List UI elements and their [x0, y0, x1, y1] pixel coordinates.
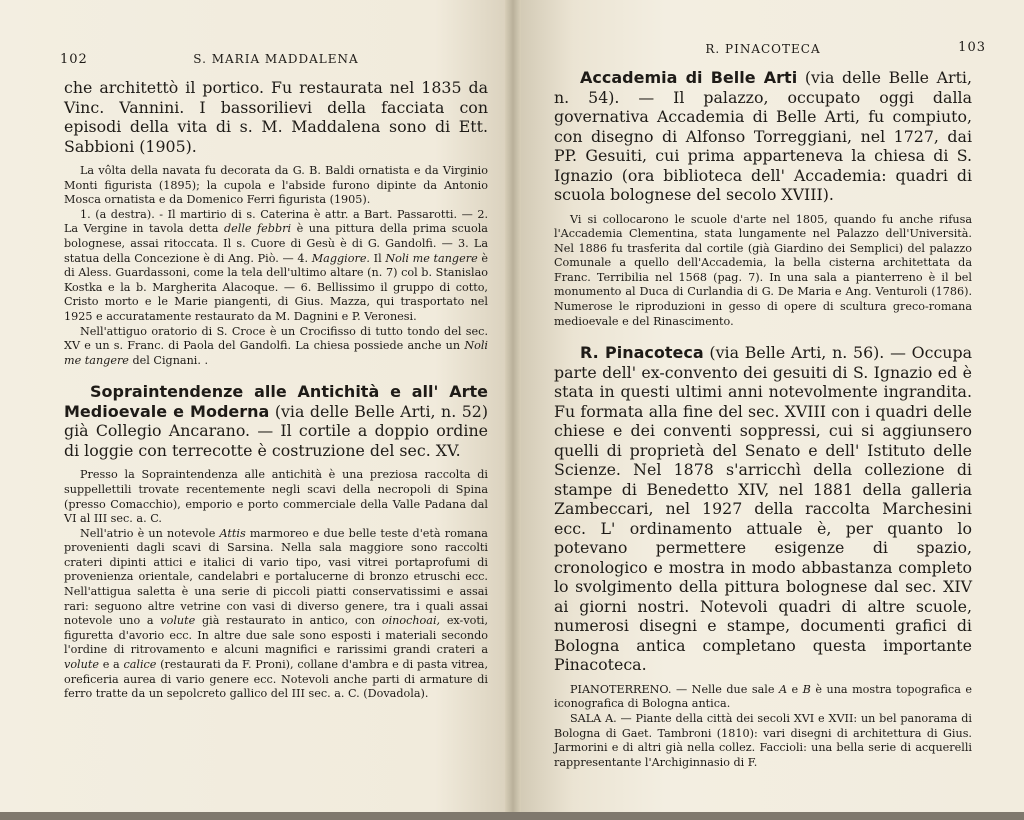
- pianoterreno-text: e: [787, 682, 803, 696]
- note-raccolta: Presso la Sopraintendenza alle antichità è una preziosa raccolta di suppellettili trovate recentemente negli scavi della necropoli di Spina (presso Comacchio), emporio e porto commerciale della Valle Padana dal VI al III sec. a. C.: [64, 468, 488, 526]
- spacer: [64, 460, 488, 468]
- spacer: [64, 156, 488, 164]
- note-pianoterreno: [554, 683, 972, 712]
- note-altari-text: 1. (a destra). - Il martirio di s. Caterina è attr. a Bart. Passarotti. — 2. La Vergine in tavola detta: [64, 207, 488, 236]
- left-header: [60, 52, 488, 78]
- pianoterreno-label: PIANOTERRENO.: [570, 682, 672, 696]
- pinacoteca-heading: R. Pinacoteca: [580, 343, 704, 363]
- note-altari-text: Il: [370, 251, 386, 265]
- right-page: [512, 0, 1024, 820]
- note-altari-italic: Maggiore.: [311, 251, 370, 265]
- note-oratorio-text: del Cignani. .: [128, 353, 209, 367]
- note-altari-italic: Noli me tangere: [385, 251, 478, 265]
- note-oratorio: [64, 325, 488, 369]
- right-page-number: 103: [958, 40, 986, 55]
- note-volta: La vôlta della navata fu decorata da G. B. Baldi ornatista e da Virginio Monti figurista (1895); la cupola e l'abside furono dipinte da Antonio Mosca ornatista e da Domenico Ferri figurista (1905).: [64, 164, 488, 207]
- sala-letter: B: [802, 682, 811, 696]
- note-scuole: Vi si collocarono le scuole d'arte nel 1805, quando fu anche rifusa l'Accademia Clementina, stata lungamente nel Palazzo dell'Università. Nel 1886 fu trasferita dal cortile (già Giardino dei Semplici) del palazzo Comunale a quello dell'Accademia, la bella cisterna architettata da Franc. Terribilia nel 1568 (pag. 7). In una sala a pianterreno è il bel monumento al Duca di Curlandia di G. De Maria e Ang. Venturoli (1786). Numerose le riproduzioni in gesso di opere di scultura greco-romana medioevale e del Rinascimento.: [554, 212, 972, 328]
- note-altari-text: è una pittura della prima scuola bolognese, assai ritoccata. Il s. Cuore di Gesù è di G. Gandolfi. — 3. La statua della Concezione è di Ang. Piò. — 4.: [64, 222, 488, 265]
- bottom-edge: [0, 812, 1024, 820]
- note-atrio-text: (restaurati da F. Proni), collane d'ambra e di pasta vitrea, oreficeria aurea di vario genere ecc. Notevoli anche parti di armature di ferro tratte da un sepolcreto gallico del III sec. a. C. (Dovadola).: [64, 658, 488, 701]
- note-atrio-text: già restaurato in antico, con: [195, 614, 382, 628]
- note-atrio-text: Nell'atrio è un notevole: [80, 526, 220, 540]
- spacer: [64, 368, 488, 382]
- note-atrio-text: marmoreo e due belle teste d'età romana provenienti dagli scavi di Sarsina. Nella sala maggiore sono raccolti crateri dipinti attici e italici di vario tipo, vasi vitrei portaprofumi di provenienza orientale, candelabri e portalucerne di bronzo etruschi ecc. Nell'attigua saletta è una serie di piccoli piatti conservatissimi e assai rari: seguono altre vetrine con vasi di diverso genere, tra i quali assai notevole uno a: [64, 526, 488, 628]
- note-oratorio-text: Nell'attiguo oratorio di S. Croce è un Crocifisso di tutto tondo del sec. XV e un s. Franc. di Paola del Gandolfi. La chiesa possiede anche un: [64, 324, 488, 353]
- note-atrio-italic: calice: [123, 658, 157, 672]
- book-gutter: [505, 0, 521, 820]
- sala-a-label: SALA A.: [570, 711, 617, 725]
- soprintendenze-heading: Sopraintendenze alle Antichità e all' Arte Medioevale e Moderna: [64, 382, 488, 421]
- right-header: [554, 40, 986, 68]
- pianoterreno-text: è una mostra topografica e iconografica di Bologna antica.: [554, 682, 972, 711]
- accademia-paragraph: [554, 68, 972, 205]
- note-atrio-text: ex-voti, figuretta d'avorio ecc. In altre due sale sono esposti i materiali secondo l'ordine di ritrovamento e alcuni magnifici e rarissimi grandi crateri a: [64, 614, 489, 657]
- note-atrio-text: e a: [98, 658, 124, 672]
- sala-a-text: — Piante della città dei secoli XVI e XVII: un bel panorama di Bologna di Gaet. Tambroni (1810): vari disegni di architettura di Gius. Jarmorini e di altri già nella collez. Faccioli: una bella serie di acquerelli rappresentante l'Archiginnasio di F.: [554, 711, 972, 769]
- accademia-text: (via delle Belle Arti, n. 54). — Il palazzo, occupato oggi dalla governativa Accademia di Belle Arti, fu compiuto, con disegno di Alfonso Torreggiani, nel 1727, dai PP. Gesuiti, cui prima apparteneva la chiesa di S. Ignazio (ora biblioteca dell' Accademia: quadri di scuola bolognese del secolo XVIII).: [554, 68, 972, 204]
- soprintendenze-paragraph: [64, 382, 488, 460]
- note-atrio-italic: volute: [64, 658, 99, 672]
- soprintendenze-text: (via delle Belle Arti, n. 52) già Collegio Ancarano. — Il cortile a doppio ordine di loggie con terrecotte è costruzione del sec. XV.: [64, 401, 488, 460]
- note-atrio: [64, 527, 488, 702]
- spacer: [554, 329, 972, 343]
- note-atrio-italic: volute: [160, 614, 196, 628]
- note-atrio-italic: oinochoai,: [381, 614, 441, 628]
- note-atrio-italic: Attis: [219, 526, 246, 540]
- note-altari: [64, 208, 488, 325]
- intro-paragraph: che architettò il portico. Fu restaurata nel 1835 da Vinc. Vannini. I bassorilievi della facciata con episodi della vita di s. M. Maddalena sono di Ett. Sabbioni (1905).: [64, 78, 488, 156]
- left-page-number: 102: [60, 52, 88, 67]
- right-running-head: R. PINACOTECA: [705, 42, 821, 56]
- note-altari-text: è di Aless. Guardassoni, come la tela dell'ultimo altare (n. 7) col b. Stanislao Kostka e la b. Margherita Alacoque. — 6. Bellissimo il gruppo di cotto, Cristo morto e le Marie piangenti, di Gius. Mazza, qui trasportato nel 1925 e accuratamente restaurato da M. Dagnini e P. Veronesi.: [64, 251, 488, 323]
- pinacoteca-text: (via Belle Arti, n. 56). — Occupa parte dell' ex-convento dei gesuiti di S. Ignazio ed è stata in questi ultimi anni notevolmente ingrandita. Fu formata alla fine del sec. XVIII con i quadri delle chiese e dei conventi soppressi, cui si aggiunsero quelli di proprietà del Senato e dell' Istituto delle Scienze. Nel 1878 s'arricchì della collezione di stampe di Benedetto XIV, nel 1881 della galleria Zambeccari, nel 1927 della raccolta Marchesini ecc. L' ordinamento attuale è, per quanto lo potevano permettere esigenze di spazio, cronologico e mostra in modo abbastanza completo lo svolgimento della pittura bolognese dal sec. XIV ai giorni nostri. Notevoli quadri di altre scuole, numerosi disegni e stampe, documenti grafici di Bologna antica completano questa importante Pinacoteca.: [554, 343, 973, 675]
- pianoterreno-text: — Nelle due sale: [671, 682, 779, 696]
- note-altari-italic: delle febbri: [223, 222, 292, 236]
- note-sala-a: [554, 712, 972, 770]
- spacer: [554, 675, 972, 683]
- sala-letter: A: [778, 682, 788, 696]
- accademia-heading: Accademia di Belle Arti: [580, 68, 798, 87]
- pinacoteca-paragraph: [554, 343, 972, 675]
- spacer: [554, 205, 972, 213]
- left-running-head: S. MARIA MADDALENA: [193, 52, 359, 66]
- note-oratorio-italic: Noli me tangere: [64, 339, 488, 367]
